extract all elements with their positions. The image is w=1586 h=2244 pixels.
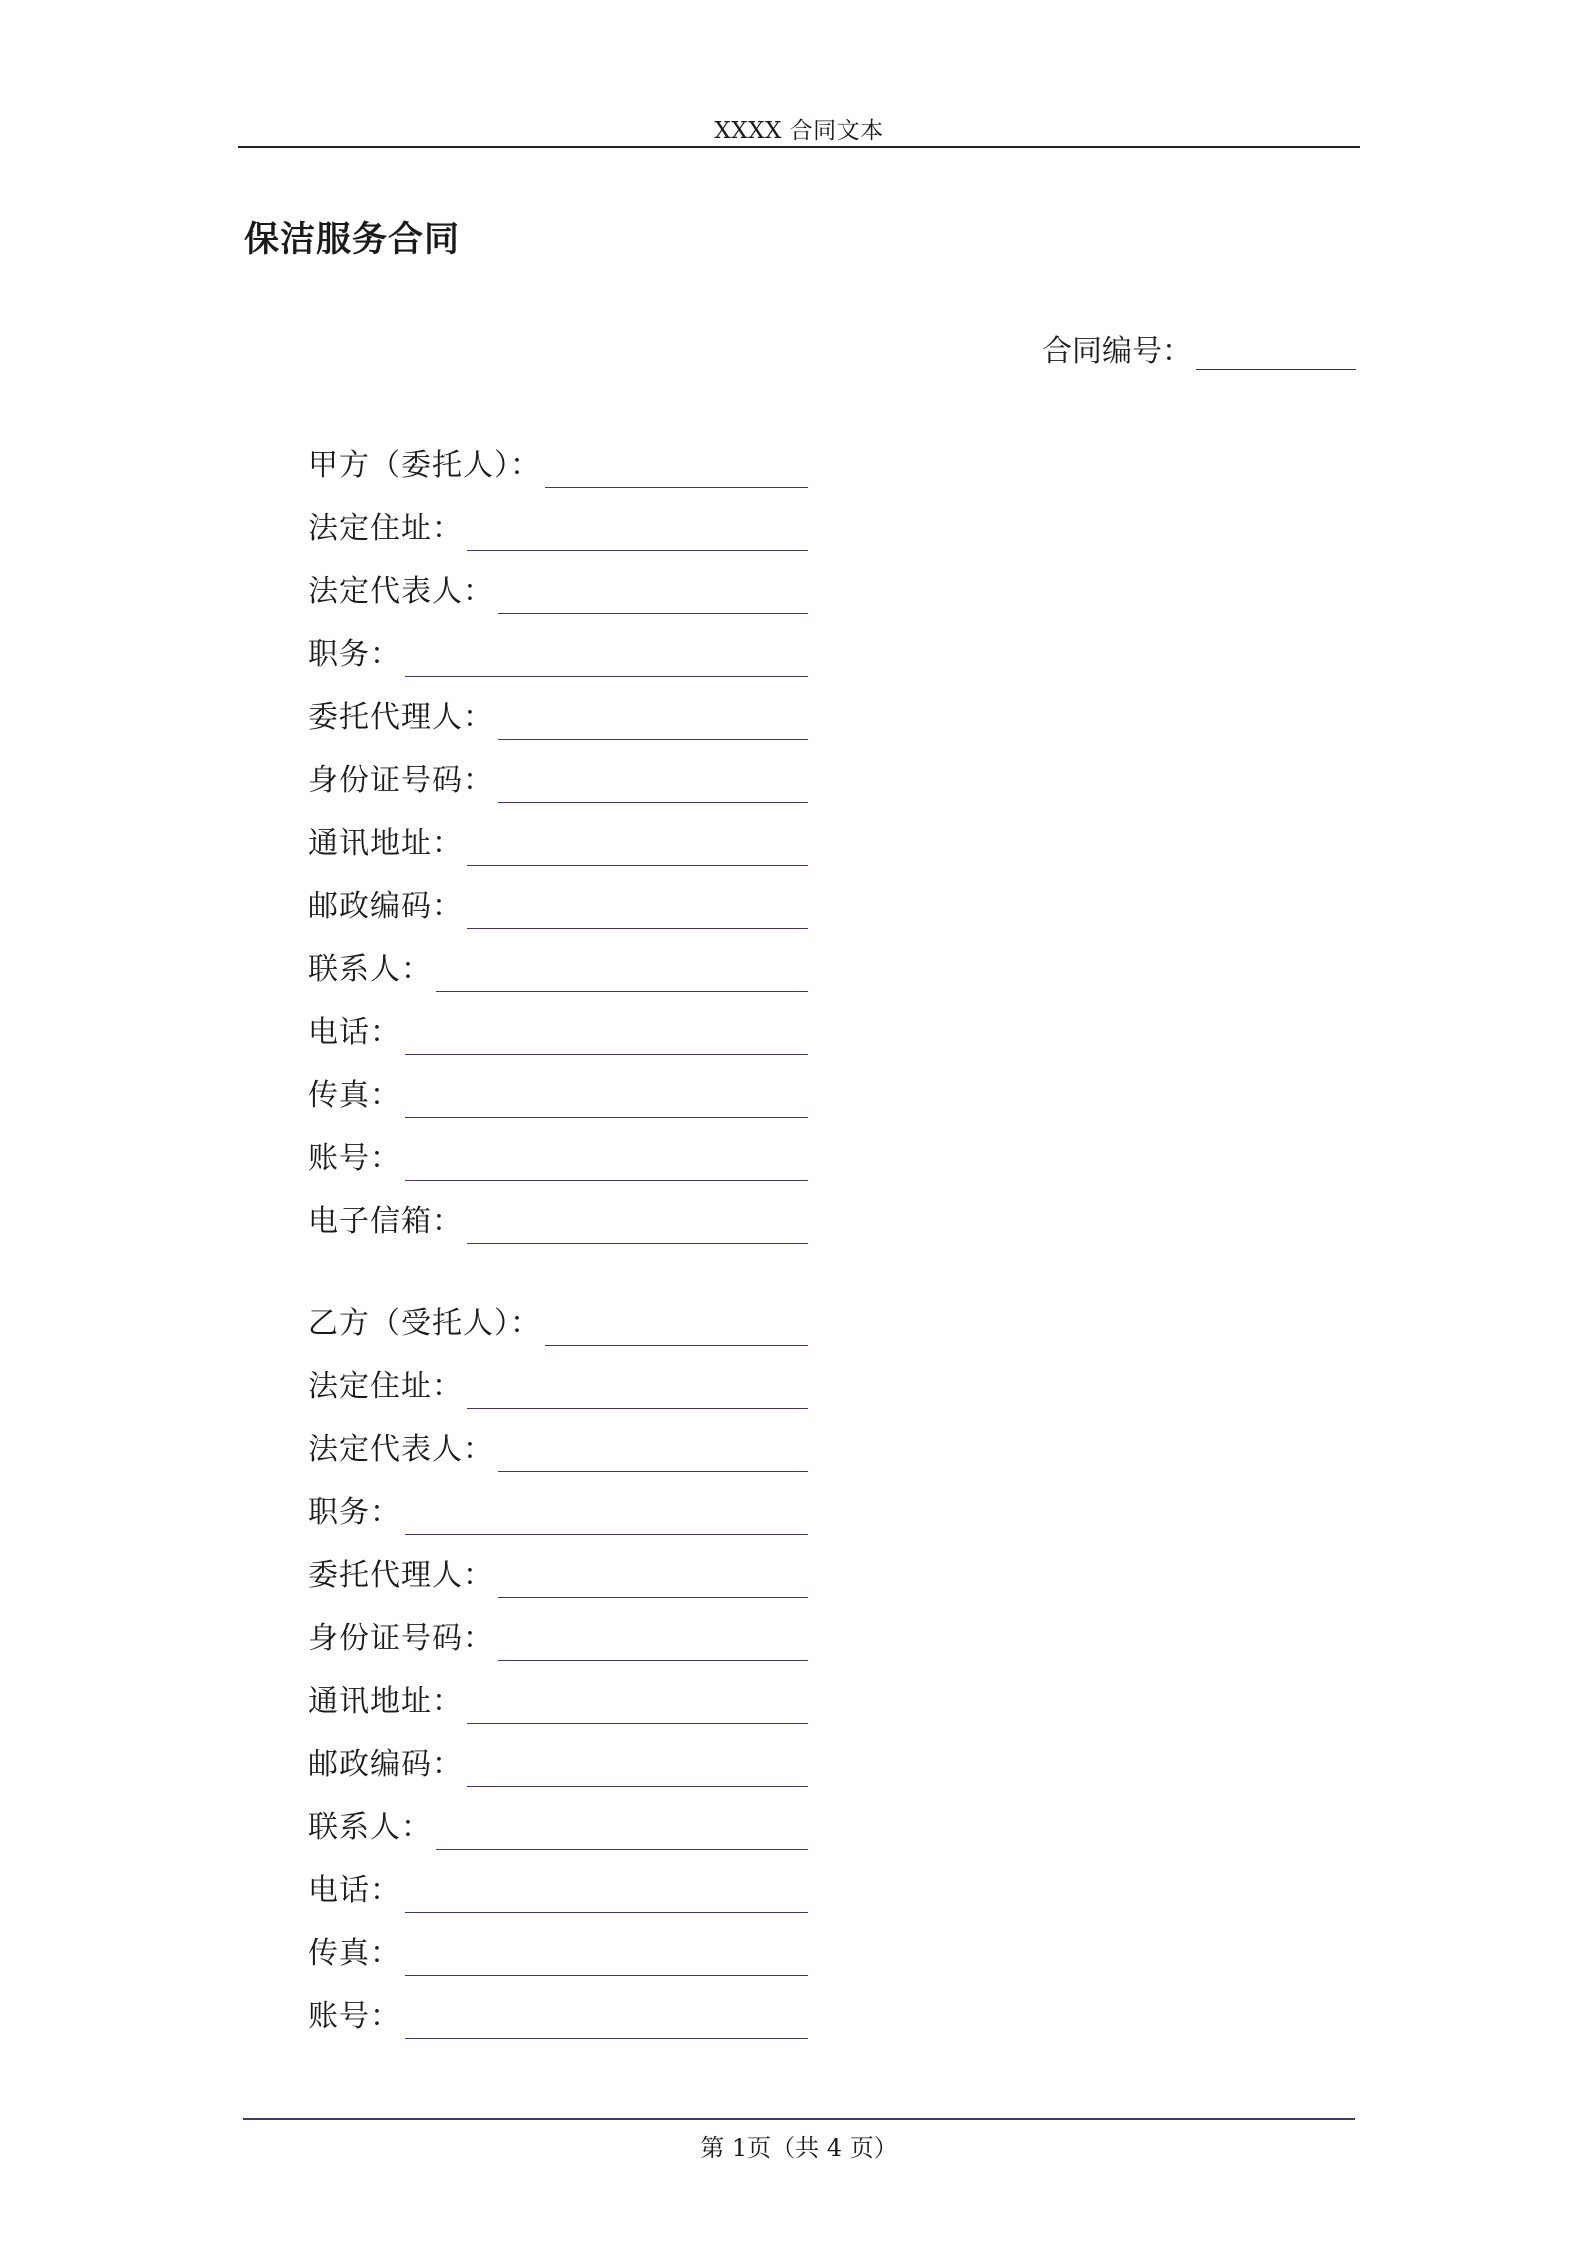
field-label: 法定住址： xyxy=(308,511,463,546)
footer-rule xyxy=(243,2118,1355,2120)
party-a-field xyxy=(308,1055,808,1118)
party-a-field xyxy=(308,488,808,551)
party-a-section xyxy=(308,425,808,1244)
page-number: 第 1页（共 4 页） xyxy=(700,2134,898,2162)
field-label: 身份证号码： xyxy=(308,763,494,798)
party-a-field xyxy=(308,740,808,803)
field-label: 职务： xyxy=(308,637,401,672)
party-b-field xyxy=(308,1346,808,1409)
field-label: 邮政编码： xyxy=(308,1747,463,1782)
party-a-field xyxy=(308,866,808,929)
party-a-field xyxy=(308,929,808,992)
field-blank[interactable] xyxy=(498,1620,808,1661)
field-blank[interactable] xyxy=(467,1746,808,1787)
party-b-field xyxy=(308,1283,808,1346)
field-blank[interactable] xyxy=(545,447,808,488)
running-header: XXXX 合同文本 xyxy=(714,118,884,144)
party-b-field xyxy=(308,1472,808,1535)
field-label: 乙方（受托人）： xyxy=(308,1306,541,1341)
field-blank[interactable] xyxy=(467,1368,808,1409)
party-b-field xyxy=(308,1787,808,1850)
field-blank[interactable] xyxy=(405,1014,808,1055)
contract-number-blank[interactable] xyxy=(1196,335,1356,370)
field-blank[interactable] xyxy=(436,1809,808,1850)
field-label: 通讯地址： xyxy=(308,1684,463,1719)
field-blank[interactable] xyxy=(498,1557,808,1598)
field-blank[interactable] xyxy=(498,762,808,803)
field-blank[interactable] xyxy=(405,1998,808,2039)
party-a-field xyxy=(308,1181,808,1244)
field-blank[interactable] xyxy=(545,1305,808,1346)
party-b-field xyxy=(308,1535,808,1598)
field-blank[interactable] xyxy=(405,1935,808,1976)
party-b-field xyxy=(308,1724,808,1787)
header-rule xyxy=(238,146,1360,148)
field-blank[interactable] xyxy=(467,888,808,929)
field-blank[interactable] xyxy=(405,636,808,677)
field-blank[interactable] xyxy=(405,1872,808,1913)
field-blank[interactable] xyxy=(498,699,808,740)
party-a-field xyxy=(308,614,808,677)
party-a-field xyxy=(308,803,808,866)
field-blank[interactable] xyxy=(467,825,808,866)
party-a-field xyxy=(308,1118,808,1181)
field-blank[interactable] xyxy=(467,1683,808,1724)
field-label: 电话： xyxy=(308,1015,401,1050)
field-blank[interactable] xyxy=(436,951,808,992)
party-b-field xyxy=(308,1409,808,1472)
field-label: 委托代理人： xyxy=(308,700,494,735)
field-blank[interactable] xyxy=(498,573,808,614)
field-blank[interactable] xyxy=(405,1140,808,1181)
field-label: 甲方（委托人）： xyxy=(308,448,541,483)
field-blank[interactable] xyxy=(467,510,808,551)
party-a-field xyxy=(308,425,808,488)
party-a-field xyxy=(308,992,808,1055)
contract-number-field xyxy=(1042,326,1356,370)
field-label: 账号： xyxy=(308,1999,401,2034)
field-blank[interactable] xyxy=(498,1431,808,1472)
field-blank[interactable] xyxy=(405,1494,808,1535)
field-label: 通讯地址： xyxy=(308,826,463,861)
field-label: 联系人： xyxy=(308,952,432,987)
party-b-field xyxy=(308,1913,808,1976)
field-label: 职务： xyxy=(308,1495,401,1530)
party-a-field xyxy=(308,677,808,740)
field-label: 传真： xyxy=(308,1078,401,1113)
field-label: 电话： xyxy=(308,1873,401,1908)
field-label: 联系人： xyxy=(308,1810,432,1845)
document-title: 保洁服务合同 xyxy=(244,219,461,260)
field-label: 传真： xyxy=(308,1936,401,1971)
field-label: 身份证号码： xyxy=(308,1621,494,1656)
field-label: 邮政编码： xyxy=(308,889,463,924)
party-b-field xyxy=(308,1850,808,1913)
field-label: 法定代表人： xyxy=(308,574,494,609)
field-label: 法定住址： xyxy=(308,1369,463,1404)
party-b-field xyxy=(308,1661,808,1724)
contract-number-label: 合同编号： xyxy=(1042,334,1192,369)
field-label: 电子信箱： xyxy=(308,1204,463,1239)
field-label: 委托代理人： xyxy=(308,1558,494,1593)
party-a-field xyxy=(308,551,808,614)
party-b-section xyxy=(308,1283,808,2039)
field-blank[interactable] xyxy=(467,1203,808,1244)
party-b-field xyxy=(308,1598,808,1661)
field-label: 账号： xyxy=(308,1141,401,1176)
party-b-field xyxy=(308,1976,808,2039)
field-label: 法定代表人： xyxy=(308,1432,494,1467)
field-blank[interactable] xyxy=(405,1077,808,1118)
